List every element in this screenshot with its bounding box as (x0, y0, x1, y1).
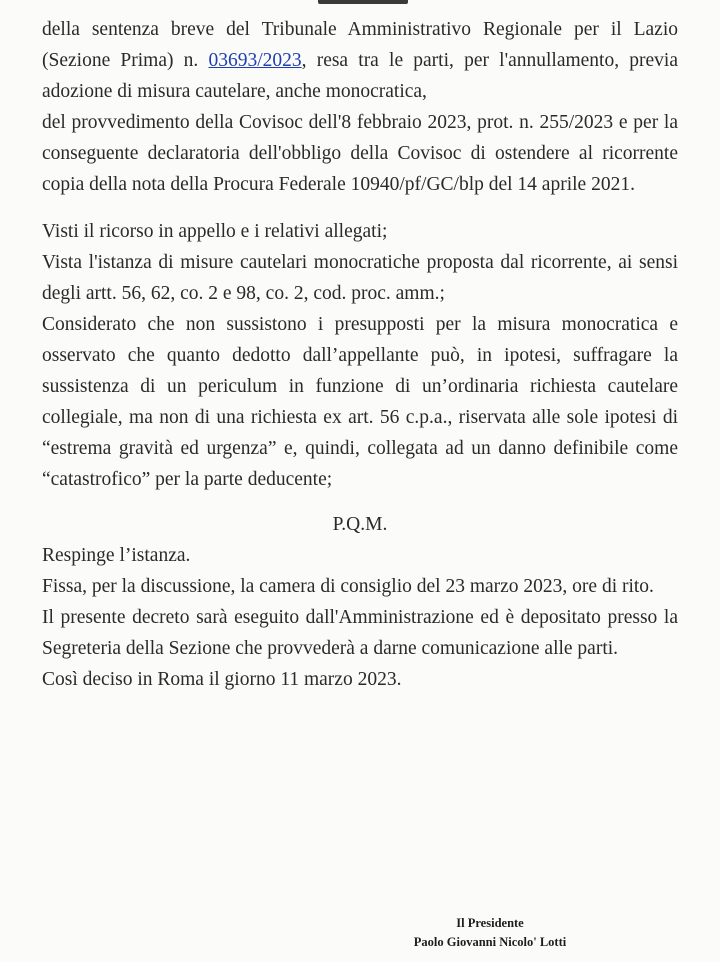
paragraph-provvedimento: del provvedimento della Covisoc dell'8 febbraio 2023, prot. n. 255/2023 e per la conseguente declaratoria dell'obbligo della Covisoc di ostendere al ricorrente copia della nota della Procura Federale 10940/pf/GC/blp del 14 aprile 2021. (42, 112, 678, 195)
document-body (42, 14, 678, 695)
paragraph-fissa: Fissa, per la discussione, la camera di consiglio del 23 marzo 2023, ore di rito. (42, 576, 654, 597)
signature-block (380, 914, 600, 952)
sentenza-number-link[interactable]: 03693/2023 (208, 50, 302, 71)
signature-role: Il Presidente (456, 916, 524, 930)
paragraph-sentenza (42, 14, 678, 107)
paragraph-sentenza-text: della sentenza breve del Tribunale Amministrativo Regionale per il Lazio (Sezione Prima) n. (42, 19, 678, 71)
paragraph-sentenza-tail: , resa tra le parti, per l'annullamento, previa adozione di misura cautelare, anche monocratica, (42, 50, 678, 102)
pqm-heading: P.Q.M. (332, 514, 388, 535)
paragraph-decreto: Il presente decreto sarà eseguito dall'Amministrazione ed è depositato presso la Segreteria della Sezione che provvederà a darne comunicazione alle parti. (42, 607, 678, 659)
paragraph-respinge: Respinge l’istanza. (42, 545, 191, 566)
paragraph-vista-istanza: Vista l'istanza di misure cautelari monocratiche proposta dal ricorrente, ai sensi degli artt. 56, 62, co. 2 e 98, co. 2, cod. proc. amm.; (42, 252, 678, 304)
paragraph-considerato: Considerato che non sussistono i presupposti per la misura monocratica e osservato che quanto dedotto dall’appellante può, in ipotesi, suffragare la sussistenza di un periculum in funzione di un’ordinaria richiesta cautelare collegiale, ma non di una richiesta ex art. 56 c.p.a., riservata alle sole ipotesi di “estrema gravità ed urgenza” e, quindi, collegata ad un danno definibile come “catastrofico” per la parte deducente; (42, 314, 678, 490)
paragraph-visti: Visti il ricorso in appello e i relativi allegati; (42, 221, 388, 242)
signature-name: Paolo Giovanni Nicolo' Lotti (413, 935, 567, 949)
paragraph-deciso: Così deciso in Roma il giorno 11 marzo 2023. (42, 669, 402, 690)
cropped-header-fragment (318, 0, 408, 4)
